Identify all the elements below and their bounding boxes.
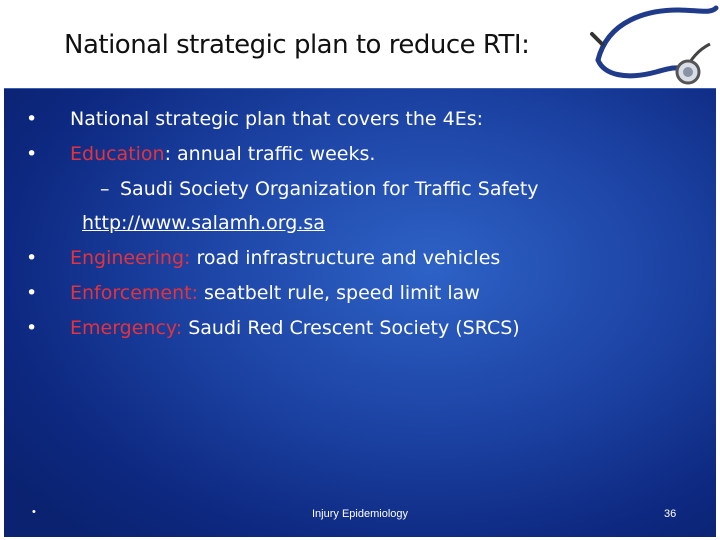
bullet-text (70, 247, 500, 269)
bullet-highlight: Education (70, 143, 165, 165)
footer-title: Injury Epidemiology (312, 508, 408, 520)
bullet-marker: • (26, 282, 38, 304)
salamh-link[interactable]: http://www.salamh.org.sa (82, 212, 325, 234)
bullet-rest: : annual traffic weeks. (164, 143, 376, 165)
bullet-text (70, 143, 375, 165)
bullet-marker: • (26, 317, 38, 339)
bullet-marker: • (26, 108, 38, 130)
footer-marker: • (32, 506, 36, 518)
bullet-marker: • (26, 143, 38, 165)
bullet-highlight: Engineering: (70, 247, 191, 269)
bullet-rest: road infrastructure and vehicles (190, 247, 501, 269)
bullet-highlight: Enforcement: (70, 282, 198, 304)
sub-bullet-dash: – (100, 178, 110, 200)
sub-bullet-text: Saudi Society Organization for Traffic Safety (120, 178, 539, 200)
bullet-text (70, 282, 480, 304)
bullet-text: National strategic plan that covers the 4Es: (70, 108, 484, 130)
bullet-marker: • (26, 247, 38, 269)
slide-title: National strategic plan to reduce RTI: (64, 30, 530, 60)
bullet-text (70, 317, 520, 339)
bullet-highlight: Emergency: (70, 317, 183, 339)
page-number: 36 (664, 508, 677, 520)
bullet-rest: Saudi Red Crescent Society (SRCS) (182, 317, 520, 339)
bullet-rest: seatbelt rule, speed limit law (197, 282, 480, 304)
stethoscope-icon (578, 0, 720, 100)
